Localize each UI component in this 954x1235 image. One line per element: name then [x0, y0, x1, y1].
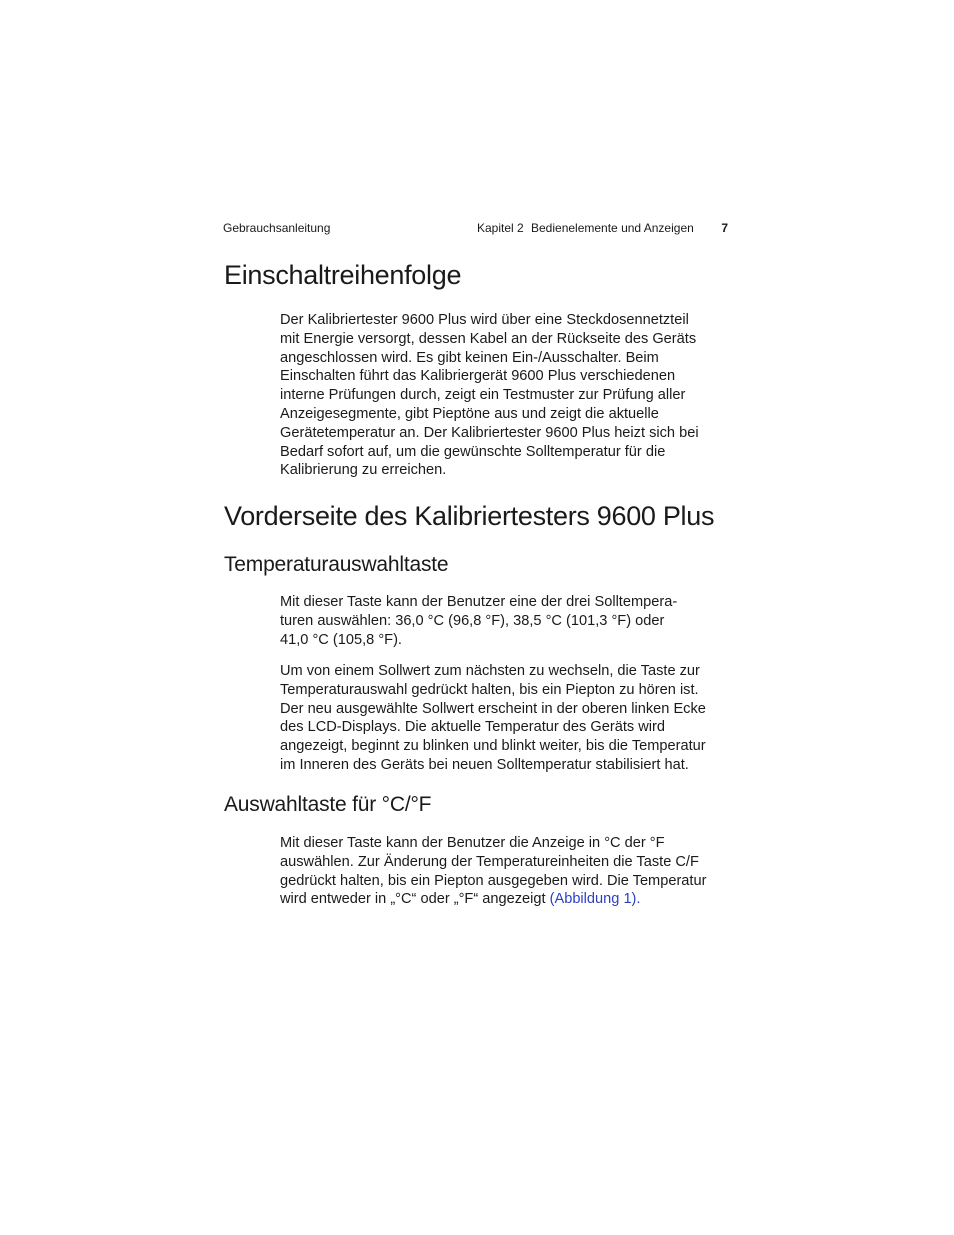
- heading-auswahltaste-cf: Auswahltaste für °C/°F: [224, 793, 432, 816]
- figure-reference-link[interactable]: (Abbildung 1): [549, 891, 637, 908]
- paragraph-end-period: .: [636, 891, 641, 908]
- heading-vorderseite: Vorderseite des Kalibriertesters 9600 Plus: [224, 501, 715, 531]
- page-number: 7: [721, 221, 728, 235]
- paragraph-temperaturauswahl-2: Um von einem Sollwert zum nächsten zu wechseln, die Taste zur Temperaturauswahl gedrückt halten, bis ein Piepton zu hören ist. Der neu ausgewählte Sollwert erscheint in der oberen linken Ecke des LCD-Displays. Die aktuelle Temperatur des Geräts wird angezeigt, beginnt zu blinken und blinkt weiter, bis die Temperatur im Inneren des Geräts bei neuen Solltemperatur stabilisiert hat.: [280, 663, 706, 773]
- paragraph-auswahltaste-cf-text: Mit dieser Taste kann der Benutzer die Anzeige in °C der °F auswählen. Zur Änderung der Temperatureinheiten die Taste C/F gedrückt halten, bis ein Piepton ausgegeben wird. Die Temperatur wird entweder in „°C“ oder „°F“ angezeigt: [280, 835, 707, 908]
- header-document-title: Gebrauchsanleitung: [223, 221, 331, 235]
- header-chapter-title: Bedienelemente und Anzeigen: [531, 221, 694, 235]
- paragraph-temperaturauswahl-1: Mit dieser Taste kann der Benutzer eine der drei Solltempera- turen auswählen: 36,0 °C (96,8 °F), 38,5 °C (101,3 °F) oder 41,0 °C (105,8 °F).: [280, 594, 678, 648]
- running-header: [223, 219, 728, 237]
- paragraph-auswahltaste-cf: [280, 834, 732, 909]
- paragraph-einschaltreihenfolge: Der Kalibriertester 9600 Plus wird über eine Steckdosennetzteil mit Energie versorgt, dessen Kabel an der Rückseite des Geräts angeschlossen wird. Es gibt keinen Ein-/Ausschalter. Beim Einschalten führt das Kalibriergerät 9600 Plus verschiedenen interne Prüfungen durch, zeigt ein Testmuster zur Prüfung aller Anzeigesegmente, gibt Pieptöne aus und zeigt die aktuelle Gerätetemperatur an. Der Kalibriertester 9600 Plus heizt sich bei Bedarf sofort auf, um die gewünschte Solltemperatur für die Kalibrierung zu erreichen.: [280, 312, 699, 479]
- heading-temperaturauswahltaste: Temperaturauswahltaste: [224, 553, 449, 576]
- heading-einschaltreihenfolge: Einschaltreihenfolge: [224, 260, 462, 290]
- header-chapter: Kapitel 2: [477, 221, 524, 235]
